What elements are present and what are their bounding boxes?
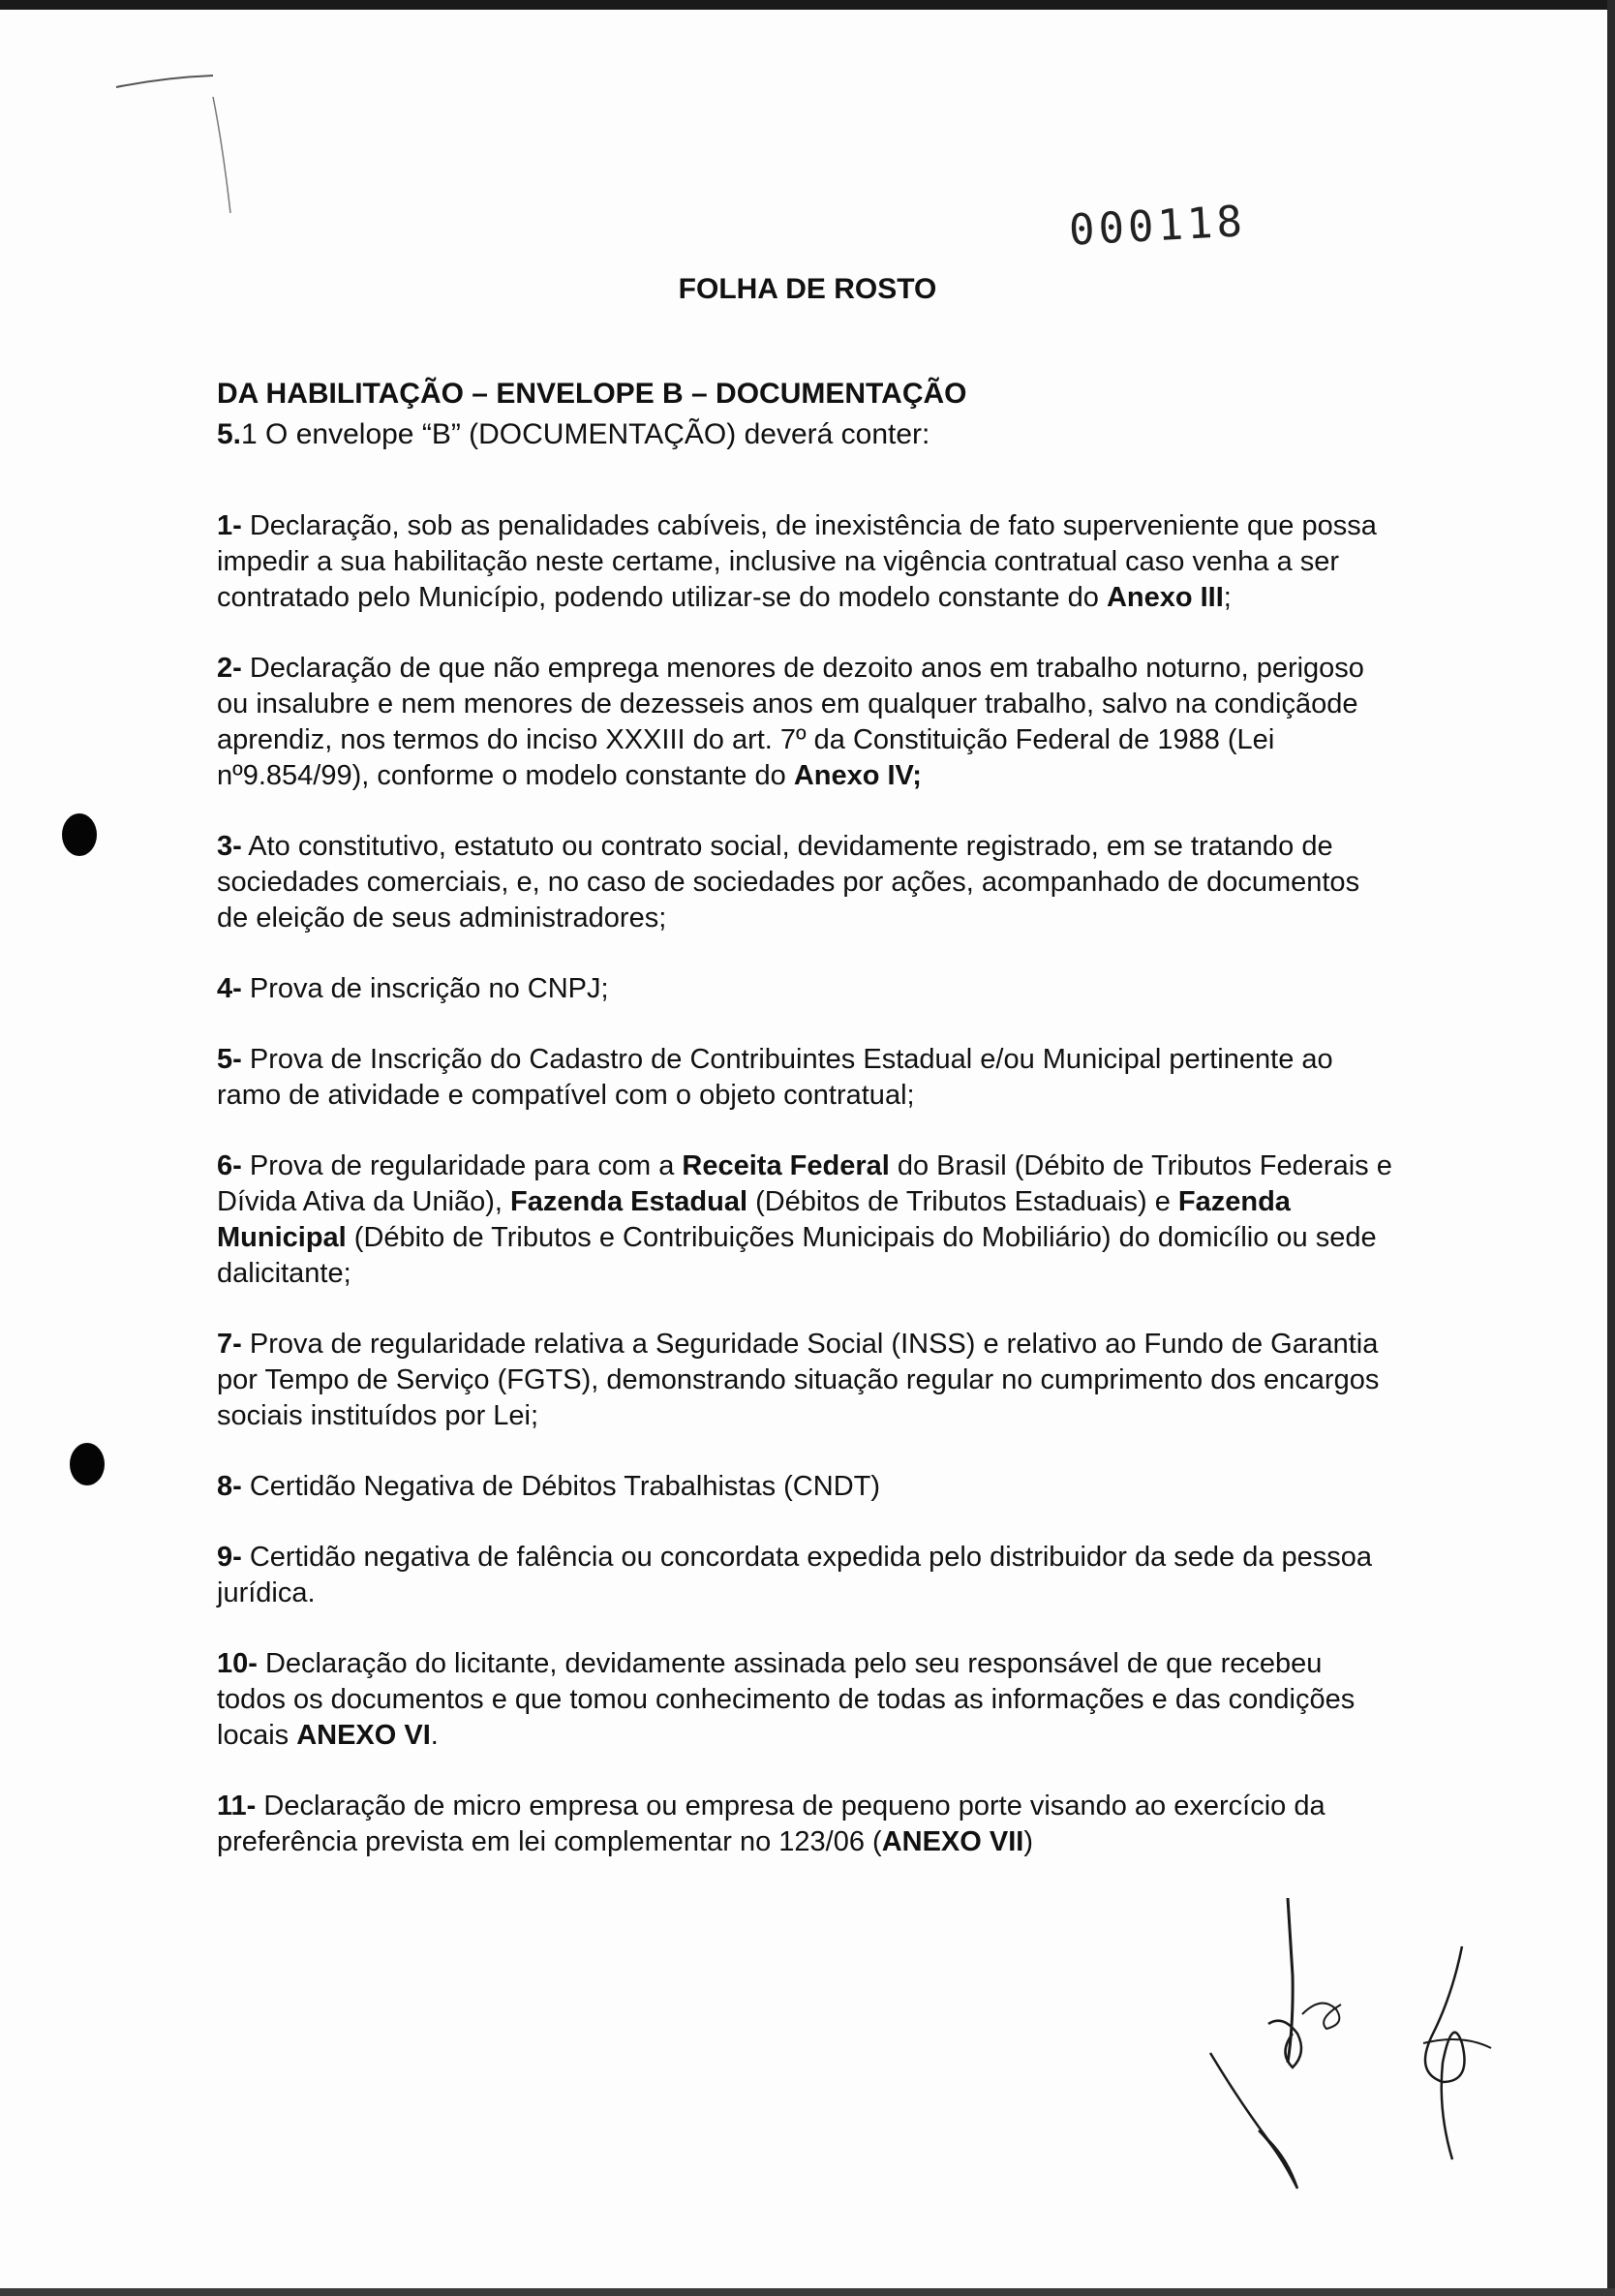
item-text: Declaração de que não emprega menores de dezoito anos em trabalho noturno, perigoso ou insalubre e nem menores de dezesseis anos em qualquer trabalho, salvo na condiçãode aprendiz, nos termos do inciso XXXIII do art. 7º da Constituição Federal de 1988 (Lei nº9.854/99), conforme o modelo constante do	[217, 653, 1364, 791]
page-number-stamp: 000118	[1067, 197, 1248, 256]
scan-border-top	[0, 0, 1615, 10]
item-bold-text: Anexo IV;	[793, 760, 922, 791]
item-text: (Débitos de Tributos Estaduais) e	[747, 1186, 1178, 1217]
item-text: ;	[1223, 582, 1232, 613]
list-item	[217, 1327, 1398, 1434]
item-bold-text: Receita Federal	[682, 1150, 890, 1181]
item-number: 8-	[217, 1471, 242, 1502]
item-number: 4-	[217, 973, 242, 1004]
list-item	[217, 1540, 1398, 1611]
list-item	[217, 1789, 1398, 1860]
item-number: 3-	[217, 831, 242, 862]
item-number: 6-	[217, 1150, 242, 1181]
item-bold-text: ANEXO VI	[296, 1720, 431, 1751]
punch-hole	[62, 813, 97, 856]
item-text: Declaração do licitante, devidamente assinada pelo seu responsável de que recebeu todos os documentos e que tomou conhecimento de todas as informações e das condições locais	[217, 1648, 1356, 1751]
list-item	[217, 508, 1398, 616]
item-text: do Brasil (Débito de Tributos Federais e Dívida Ativa da União),	[217, 1150, 1392, 1217]
item-text: Declaração, sob as penalidades cabíveis, de inexistência de fato superveniente que possa impedir a sua habilitação neste certame, inclusive na vigência contratual caso venha a ser contratado pelo Município, podendo utilizar-se do modelo constante do	[217, 510, 1377, 613]
intro-number: 5.	[217, 418, 242, 450]
list-item	[217, 1646, 1398, 1754]
scan-border-bottom	[0, 2288, 1615, 2296]
item-text: Declaração de micro empresa ou empresa de pequeno porte visando ao exercício da preferência prevista em lei complementar no 123/06 (	[217, 1791, 1326, 1857]
item-number: 2-	[217, 653, 242, 684]
item-bold-text: Municipal	[217, 1222, 347, 1253]
item-text: .	[430, 1720, 439, 1751]
item-number: 11-	[217, 1791, 257, 1821]
item-text: Prova de Inscrição do Cadastro de Contribuintes Estadual e/ou Municipal pertinente ao ramo de atividade e compatível com o objeto contratual;	[217, 1044, 1333, 1111]
initials-scribble	[1394, 1937, 1510, 2169]
item-text: )	[1023, 1826, 1034, 1857]
punch-hole	[70, 1443, 105, 1485]
item-number: 7-	[217, 1329, 242, 1360]
item-text: Ato constitutivo, estatuto ou contrato social, devidamente registrado, em se tratando de sociedades comerciais, e, no caso de sociedades por ações, acompanhado de documentos de eleição de seus administradores;	[217, 831, 1360, 934]
corner-mark	[107, 58, 242, 232]
item-number: 5-	[217, 1044, 242, 1075]
item-text: Certidão Negativa de Débitos Trabalhistas (CNDT)	[241, 1471, 881, 1502]
list-item	[217, 971, 1398, 1007]
section-heading: DA HABILITAÇÃO – ENVELOPE B – DOCUMENTAÇÃO	[217, 378, 967, 410]
item-text: Prova de regularidade relativa a Seguridade Social (INSS) e relativo ao Fundo de Garantia por Tempo de Serviço (FGTS), demonstrando situação regular no cumprimento dos encargos sociais instituídos por Lei;	[217, 1329, 1380, 1431]
item-bold-text: Fazenda	[1177, 1186, 1291, 1217]
page-title: FOLHA DE ROSTO	[678, 273, 937, 305]
list-item	[217, 1148, 1398, 1292]
list-item	[217, 1469, 1398, 1505]
list-item	[217, 1042, 1398, 1114]
item-bold-text: Anexo III	[1106, 582, 1224, 613]
list-item	[217, 829, 1398, 936]
item-text: Certidão negativa de falência ou concordata expedida pelo distribuidor da sede da pessoa jurídica.	[217, 1542, 1373, 1608]
item-text: Prova de inscrição no CNPJ;	[241, 973, 609, 1004]
item-number: 9-	[217, 1542, 242, 1573]
item-text: (Débito de Tributos e Contribuições Municipais do Mobiliário) do domicílio ou sede dalicitante;	[217, 1222, 1377, 1289]
list-item	[217, 651, 1398, 794]
requirements-list	[217, 508, 1398, 1895]
item-text: Prova de regularidade para com a	[241, 1150, 683, 1181]
intro-number-rest: 1	[241, 418, 258, 450]
item-bold-text: ANEXO VII	[881, 1826, 1024, 1857]
item-number: 1-	[217, 510, 242, 541]
item-bold-text: Fazenda Estadual	[510, 1186, 748, 1217]
intro-text: O envelope “B” (DOCUMENTAÇÃO) deverá conter:	[257, 418, 930, 450]
item-number: 10-	[217, 1648, 258, 1679]
section-intro	[217, 418, 929, 451]
scan-border-right	[1607, 0, 1615, 2296]
